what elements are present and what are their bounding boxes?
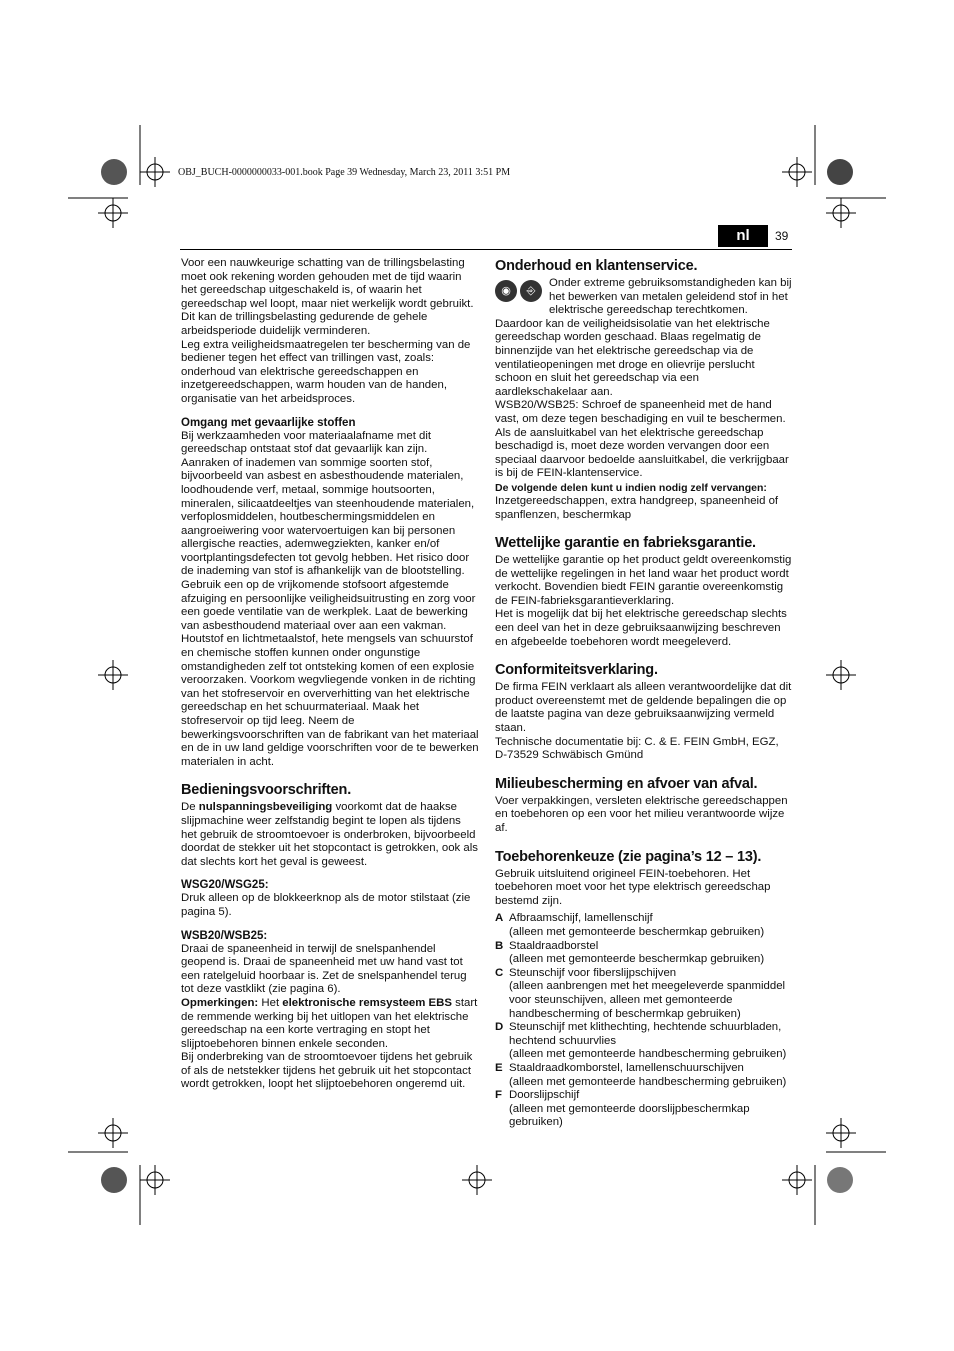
page-number: 39 [775,229,789,243]
paragraph: Druk alleen op de blokkeerknop als de motor stilstaat (zie pagina 5). [181,892,471,918]
paragraph: Onder extreme gebruiksomstandigheden kan bij het bewerken van metalen geleidend stof in het elektrische gereedschap terechtkomen. [549,277,792,317]
paragraph: WSB20/WSB25: Schroef de spaneenheid met de hand vast, om deze tegen beschadiging en vuil te beschermen. [495,399,786,425]
paragraph: De wettelijke garantie op het product geldt overeenkomstig de wettelijke regelingen in het land waar het product wordt verkocht. Bovendien biedt FEIN garantie overeenkomstig de FEIN-fabrieksgarantieverklaring. [495,554,792,607]
paragraph: Houtstof en lichtmetaalstof, hete mengsels van schuurstof en chemische stoffen kunnen onder ongunstige omstandigheden zelf tot ontsteking komen of een explosie veroorzaken. Voorkom wegvliegende vonken in de richting van het stofreservoir en oververhitting van het elektrische gereedschap en het schuurmateriaal. Maak het stofreservoir op tijd leeg. Neem de bewerkingsvoorschriften van de fabrikant van het materiaal en de in uw land geldige voorschriften voor de te bewerken materialen in acht. [181,633,479,768]
paragraph: Gebruik uitsluitend origineel FEIN-toebehoren. Het toebehoren moet voor het type elektrisch gereedschap bestemd zijn. [495,867,771,907]
paragraph: Bij onderbreking van de stroomtoevoer tijdens het gebruik of als de netstekker tijdens het gebruik uit het stopcontact wordt getrokken, loopt het slijptoebehoren ongeremd uit. [181,1051,473,1091]
list-item: E Staaldraadkomborstel, lamellenschuurschijven (alleen met gemonteerde handbescherming gebruiken) [495,1061,787,1088]
section-heading: Conformiteitsverklaring. [495,662,658,679]
list-item: D Steunschijf met klithechting, hechtende schuurbladen, hechtend schuurvlies (alleen met gemonteerde handbescherming gebruiken) [495,1021,787,1061]
right-column [495,257,793,1130]
section-subheading: WSG20/WSG25: [181,879,269,892]
section-subheading: De volgende delen kunt u indien nodig zelf vervangen: [495,481,767,494]
language-badge: nl [718,225,768,247]
section-heading: Bedieningsvoorschriften. [181,782,352,799]
paragraph: De nulspanningsbeveiliging voorkomt dat de haakse slijpmachine weer zelfstandig begint te lopen als tijdens het gebruik de stroomtoevoer is onderbroken, bijvoorbeeld doordat de stekker uit het stopcontact is getrokken, ook als dat slechts kort het geval is geweest. [181,801,478,868]
paragraph: Draai de spaneenheid in terwijl de snelspanhendel geopend is. Draai de spaneenheid met uw hand vast tot een ratelgeluid hoorbaar is. Zet de snelspanhendel terug tot deze vastklikt (zie pagina 6). [181,942,467,996]
section-subheading: WSB20/WSB25: [181,929,268,942]
paragraph: Inzetgereedschappen, extra handgreep, spaneenheid of spanflenzen, beschermkap [495,494,779,521]
safety-glasses-icon: ◉ [495,280,517,302]
plug-icon: ⎆ [520,280,542,302]
paragraph: Als de aansluitkabel van het elektrische gereedschap beschadigd is, moet deze worden vervangen door een speciaal daarvoor bedoelde aansluitkabel, die verkrijgbaar is bij de FEIN-klantenservice. [495,426,789,480]
section-subheading: Omgang met gevaarlijke stoffen [181,416,356,429]
book-info: OBJ_BUCH-0000000033-001.book Page 39 Wednesday, March 23, 2011 3:51 PM [178,167,511,178]
paragraph: De firma FEIN verklaart als alleen verantwoordelijke dat dit product overeenstemt met de geldende bepalingen die op de laatste pagina van deze gebruiksaanwijzing vermeld staan. [495,681,792,735]
paragraph: Het is mogelijk dat bij het elektrische gereedschap slechts een deel van het in deze gebruiksaanwijzing beschreven en afgebeelde toebehoren wordt meegeleverd. [495,608,787,648]
paragraph: Voor een nauwkeurige schatting van de trillingsbelasting moet ook rekening worden gehouden met de tijd waarin het gereedschap uitgeschakeld is, of waarin het gereedschap wel loopt, maar niet werkelijk wordt gebruikt. Dit kan de trillingsbelasting gedurende de gehele arbeidsperiode duidelijk verminderen. [181,257,474,337]
section-heading: Toebehorenkeuze (zie pagina’s 12 – 13). [495,848,762,865]
list-item: C Steunschijf voor fiberslijpschijven (alleen aanbrengen met het meegeleverde spanmiddel voor steunschijven, alleen met gemonteerde handbescherming of beschermkap gebruiken) [495,966,786,1020]
section-heading: Milieubescherming en afvoer van afval. [495,775,758,792]
paragraph: Aanraken of inademen van sommige soorten stof, bijvoorbeeld van asbest en asbesthoudende materialen, loodhoudende verf, metaal, sommige houtsoorten, mineralen, silicaatdeeltjes van steenhoudende materialen, verfoplosmiddelen, houtbeschermingsmiddelen en aangroeiwering voor watervoertuigen kan bij personen allergische reacties, ademwegziekten, kanker en/of voortplantingsdefecten tot gevolg hebben. Het risico door de inademing van stof is afhankelijk van de blootstelling. Gebruik een op de vrijkomende stofsoort afgestemde afzuiging en persoonlijke veiligheidsuitrusting en zorg voor een goede ventilatie van de werkplek. Laat de bewerking van asbesthoudend materiaal over aan een vakman. [181,456,476,632]
paragraph: Daardoor kan de veiligheidsisolatie van het elektrische gereedschap worden geschaad. Blaas regelmatig de binnenzijde van het elektrische gereedschap via de ventilatieopeningen met droge en olievrije perslucht schoon en sluit het gereedschap via een aardlekschakelaar aan. [495,317,770,398]
section-heading: Wettelijke garantie en fabrieksgarantie. [495,535,756,552]
list-item: F Doorslijpschijf (alleen met gemonteerde doorslijpbeschermkap gebruiken) [495,1089,750,1129]
accessory-list [495,912,793,1130]
paragraph: Bij werkzaamheden voor materiaalafname met dit gereedschap ontstaat stof dat gevaarlijk kan zijn. [181,429,432,456]
list-item: A Afbraamschijf, lamellenschijf (alleen met gemonteerde beschermkap gebruiken) [495,912,765,938]
paragraph: Voer verpakkingen, versleten elektrische gereedschappen en toebehoren op een voor het milieu verantwoorde wijze af. [495,794,788,834]
section-heading: Onderhoud en klantenservice. [495,258,698,274]
header-rule [180,249,792,250]
paragraph: Leg extra veiligheidsmaatregelen ter bescherming van de bediener tegen het effect van trillingen vast, zoals: onderhoud van elektrische gereedschappen en inzetgereedschappen, warm houden van de handen, organisatie van het arbeidsproces. [181,338,471,405]
paragraph: Technische documentatie bij: C. & E. FEIN GmbH, EGZ, D-73529 Schwäbisch Gmünd [495,735,779,762]
left-column [181,257,479,1092]
paragraph: Opmerkingen: Het elektronische remsysteem EBS start de remmende werking bij het uitlopen van het elektrische gereedschap na een korte vertraging en stopt het slijptoebehoren binnen enkele seconden. [181,996,478,1050]
list-item: B Staaldraadborstel (alleen met gemonteerde beschermkap gebruiken) [495,939,765,966]
